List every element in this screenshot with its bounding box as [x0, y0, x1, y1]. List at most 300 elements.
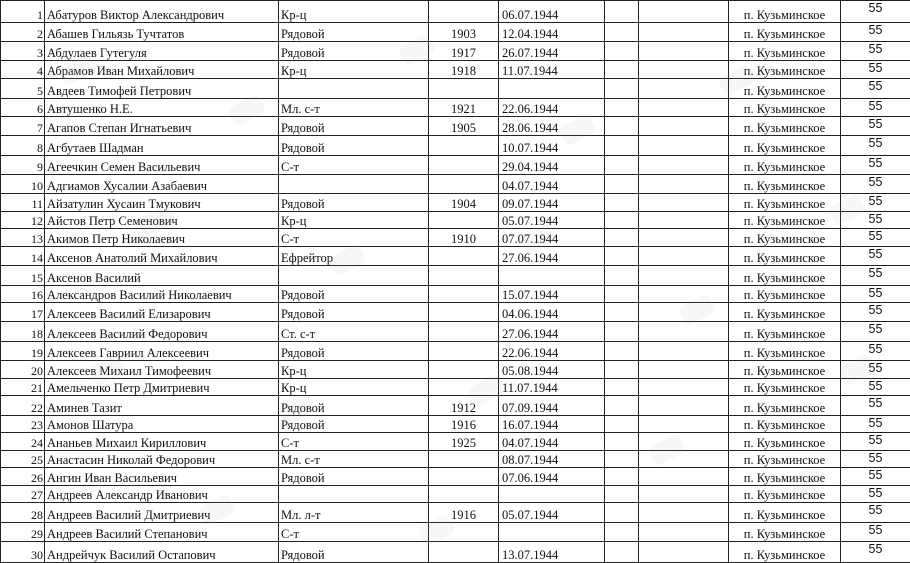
- row-number: 20: [1, 361, 45, 378]
- birth-year: [429, 266, 499, 286]
- birth-year: [429, 341, 499, 361]
- row-number: 1: [1, 1, 45, 23]
- birth-year: 1905: [429, 117, 499, 136]
- full-name: Алексеев Василий Елизарович: [45, 303, 279, 322]
- military-rank: С-т: [279, 433, 429, 450]
- empty-cell: [639, 378, 729, 395]
- table-row: [1, 79, 910, 99]
- region-code: 55: [841, 60, 910, 79]
- table-row: [1, 98, 910, 117]
- military-rank: Рядовой: [279, 542, 429, 563]
- date-of-death: 10.07.1944: [499, 135, 605, 156]
- empty-cell: [605, 266, 639, 286]
- full-name: Агеечкин Семен Васильевич: [45, 156, 279, 175]
- table-row: [1, 194, 910, 211]
- date-of-death: 28.06.1944: [499, 117, 605, 136]
- burial-place: п. Кузьминское: [729, 450, 841, 467]
- military-rank: Рядовой: [279, 285, 429, 302]
- table-row: [1, 60, 910, 79]
- military-rank: Рядовой: [279, 303, 429, 322]
- burial-place: п. Кузьминское: [729, 42, 841, 61]
- full-name: Абрамов Иван Михайлович: [45, 60, 279, 79]
- row-number: 3: [1, 42, 45, 61]
- empty-cell: [605, 433, 639, 450]
- region-code: 55: [841, 378, 910, 395]
- birth-year: [429, 321, 499, 341]
- row-number: 7: [1, 117, 45, 136]
- region-code: 55: [841, 98, 910, 117]
- full-name: Алексеев Гавриил Алексеевич: [45, 341, 279, 361]
- table-row: [1, 211, 910, 228]
- empty-cell: [605, 303, 639, 322]
- region-code: 55: [841, 485, 910, 502]
- row-number: 5: [1, 79, 45, 99]
- row-number: 11: [1, 194, 45, 211]
- burial-place: п. Кузьминское: [729, 156, 841, 175]
- row-number: 13: [1, 229, 45, 246]
- empty-cell: [639, 303, 729, 322]
- burial-place: п. Кузьминское: [729, 485, 841, 502]
- birth-year: 1904: [429, 194, 499, 211]
- table-row: [1, 378, 910, 395]
- row-number: 30: [1, 542, 45, 563]
- empty-cell: [605, 60, 639, 79]
- empty-cell: [605, 135, 639, 156]
- row-number: 22: [1, 396, 45, 416]
- birth-year: [429, 246, 499, 266]
- row-number: 25: [1, 450, 45, 467]
- region-code: 55: [841, 502, 910, 522]
- region-code: 55: [841, 79, 910, 99]
- empty-cell: [639, 174, 729, 194]
- row-number: 27: [1, 485, 45, 502]
- military-rank: [279, 79, 429, 99]
- empty-cell: [639, 156, 729, 175]
- burial-place: п. Кузьминское: [729, 266, 841, 286]
- military-rank: Мл. с-т: [279, 450, 429, 467]
- military-rank: Кр-ц: [279, 378, 429, 395]
- region-code: 55: [841, 415, 910, 432]
- region-code: 55: [841, 42, 910, 61]
- empty-cell: [639, 22, 729, 42]
- burial-place: п. Кузьминское: [729, 98, 841, 117]
- empty-cell: [639, 229, 729, 246]
- row-number: 15: [1, 266, 45, 286]
- full-name: Аминев Тазит: [45, 396, 279, 416]
- empty-cell: [605, 194, 639, 211]
- birth-year: 1916: [429, 502, 499, 522]
- empty-cell: [605, 502, 639, 522]
- birth-year: [429, 303, 499, 322]
- burial-place: п. Кузьминское: [729, 396, 841, 416]
- empty-cell: [605, 246, 639, 266]
- empty-cell: [639, 117, 729, 136]
- military-rank: С-т: [279, 229, 429, 246]
- empty-cell: [605, 485, 639, 502]
- burial-place: п. Кузьминское: [729, 502, 841, 522]
- region-code: 55: [841, 194, 910, 211]
- burial-place: п. Кузьминское: [729, 22, 841, 42]
- empty-cell: [639, 98, 729, 117]
- date-of-death: 27.06.1944: [499, 246, 605, 266]
- date-of-death: 11.07.1944: [499, 60, 605, 79]
- table-row: [1, 117, 910, 136]
- empty-cell: [639, 285, 729, 302]
- full-name: Ангин Иван Васильевич: [45, 468, 279, 485]
- birth-year: [429, 485, 499, 502]
- full-name: Авдеев Тимофей Петрович: [45, 79, 279, 99]
- table-row: [1, 42, 910, 61]
- military-rank: Кр-ц: [279, 1, 429, 23]
- table-row: [1, 485, 910, 502]
- region-code: 55: [841, 285, 910, 302]
- region-code: 55: [841, 211, 910, 228]
- region-code: 55: [841, 341, 910, 361]
- burial-place: п. Кузьминское: [729, 246, 841, 266]
- burial-place: п. Кузьминское: [729, 135, 841, 156]
- date-of-death: 27.06.1944: [499, 321, 605, 341]
- table-row: [1, 266, 910, 286]
- empty-cell: [605, 450, 639, 467]
- row-number: 21: [1, 378, 45, 395]
- military-rank: С-т: [279, 522, 429, 542]
- military-rank: Рядовой: [279, 42, 429, 61]
- row-number: 2: [1, 22, 45, 42]
- burial-place: п. Кузьминское: [729, 79, 841, 99]
- empty-cell: [639, 266, 729, 286]
- birth-year: [429, 522, 499, 542]
- full-name: Айстов Петр Семенович: [45, 211, 279, 228]
- table-row: [1, 285, 910, 302]
- full-name: Абдулаев Гутегуля: [45, 42, 279, 61]
- date-of-death: 16.07.1944: [499, 415, 605, 432]
- empty-cell: [639, 1, 729, 23]
- row-number: 12: [1, 211, 45, 228]
- row-number: 28: [1, 502, 45, 522]
- region-code: 55: [841, 22, 910, 42]
- military-rank: Рядовой: [279, 117, 429, 136]
- region-code: 55: [841, 303, 910, 322]
- region-code: 55: [841, 396, 910, 416]
- date-of-death: [499, 485, 605, 502]
- burial-place: п. Кузьминское: [729, 542, 841, 563]
- burial-place: п. Кузьминское: [729, 211, 841, 228]
- full-name: Амельченко Петр Дмитриевич: [45, 378, 279, 395]
- full-name: Ананьев Михаил Кириллович: [45, 433, 279, 450]
- empty-cell: [639, 396, 729, 416]
- full-name: Акимов Петр Николаевич: [45, 229, 279, 246]
- burial-place: п. Кузьминское: [729, 303, 841, 322]
- date-of-death: 07.09.1944: [499, 396, 605, 416]
- date-of-death: 09.07.1944: [499, 194, 605, 211]
- birth-year: 1921: [429, 98, 499, 117]
- empty-cell: [639, 468, 729, 485]
- birth-year: [429, 542, 499, 563]
- birth-year: [429, 1, 499, 23]
- table-row: [1, 341, 910, 361]
- region-code: 55: [841, 117, 910, 136]
- date-of-death: 06.07.1944: [499, 1, 605, 23]
- empty-cell: [605, 229, 639, 246]
- region-code: 55: [841, 246, 910, 266]
- empty-cell: [605, 522, 639, 542]
- row-number: 10: [1, 174, 45, 194]
- full-name: Анастасин Николай Федорович: [45, 450, 279, 467]
- region-code: 55: [841, 361, 910, 378]
- full-name: Агбутаев Шадман: [45, 135, 279, 156]
- row-number: 4: [1, 60, 45, 79]
- full-name: Адгиамов Хусалии Азабаевич: [45, 174, 279, 194]
- burial-place: п. Кузьминское: [729, 522, 841, 542]
- burial-place: п. Кузьминское: [729, 60, 841, 79]
- full-name: Алексеев Михаил Тимофеевич: [45, 361, 279, 378]
- empty-cell: [605, 378, 639, 395]
- date-of-death: 15.07.1944: [499, 285, 605, 302]
- date-of-death: 26.07.1944: [499, 42, 605, 61]
- empty-cell: [639, 433, 729, 450]
- table-row: [1, 1, 910, 23]
- region-code: 55: [841, 1, 910, 23]
- burial-place: п. Кузьминское: [729, 433, 841, 450]
- date-of-death: 05.07.1944: [499, 502, 605, 522]
- full-name: Андреев Александр Иванович: [45, 485, 279, 502]
- birth-year: 1918: [429, 60, 499, 79]
- region-code: 55: [841, 468, 910, 485]
- table-row: [1, 246, 910, 266]
- date-of-death: 05.08.1944: [499, 361, 605, 378]
- empty-cell: [605, 79, 639, 99]
- row-number: 23: [1, 415, 45, 432]
- empty-cell: [639, 42, 729, 61]
- empty-cell: [639, 542, 729, 563]
- date-of-death: [499, 79, 605, 99]
- date-of-death: 04.07.1944: [499, 433, 605, 450]
- region-code: 55: [841, 433, 910, 450]
- military-rank: Рядовой: [279, 135, 429, 156]
- burial-place: п. Кузьминское: [729, 321, 841, 341]
- empty-cell: [639, 211, 729, 228]
- full-name: Аксенов Василий: [45, 266, 279, 286]
- birth-year: 1917: [429, 42, 499, 61]
- empty-cell: [639, 361, 729, 378]
- region-code: 55: [841, 266, 910, 286]
- row-number: 9: [1, 156, 45, 175]
- date-of-death: 08.07.1944: [499, 450, 605, 467]
- date-of-death: 22.06.1944: [499, 341, 605, 361]
- military-rank: [279, 485, 429, 502]
- date-of-death: [499, 522, 605, 542]
- row-number: 16: [1, 285, 45, 302]
- date-of-death: 07.07.1944: [499, 229, 605, 246]
- empty-cell: [639, 485, 729, 502]
- empty-cell: [639, 415, 729, 432]
- region-code: 55: [841, 229, 910, 246]
- empty-cell: [605, 396, 639, 416]
- row-number: 29: [1, 522, 45, 542]
- military-rank: Кр-ц: [279, 211, 429, 228]
- birth-year: [429, 211, 499, 228]
- military-rank: Кр-ц: [279, 361, 429, 378]
- full-name: Андрейчук Василий Остапович: [45, 542, 279, 563]
- row-number: 19: [1, 341, 45, 361]
- birth-year: 1910: [429, 229, 499, 246]
- full-name: Абашев Гильязь Тучтатов: [45, 22, 279, 42]
- burial-place: п. Кузьминское: [729, 415, 841, 432]
- table-row: [1, 135, 910, 156]
- table-row: [1, 522, 910, 542]
- date-of-death: 12.04.1944: [499, 22, 605, 42]
- military-rank: [279, 174, 429, 194]
- military-rank: Ст. с-т: [279, 321, 429, 341]
- burial-place: п. Кузьминское: [729, 229, 841, 246]
- burial-place: п. Кузьминское: [729, 174, 841, 194]
- empty-cell: [605, 542, 639, 563]
- full-name: Автушенко Н.Е.: [45, 98, 279, 117]
- date-of-death: 05.07.1944: [499, 211, 605, 228]
- empty-cell: [639, 502, 729, 522]
- military-rank: С-т: [279, 156, 429, 175]
- table-row: [1, 156, 910, 175]
- full-name: Андреев Василий Степанович: [45, 522, 279, 542]
- birth-year: [429, 361, 499, 378]
- full-name: Айзатулин Хусаин Тмукович: [45, 194, 279, 211]
- row-number: 17: [1, 303, 45, 322]
- region-code: 55: [841, 542, 910, 563]
- date-of-death: 13.07.1944: [499, 542, 605, 563]
- full-name: Абатуров Виктор Александрович: [45, 1, 279, 23]
- birth-year: [429, 468, 499, 485]
- military-rank: Рядовой: [279, 396, 429, 416]
- burial-place: п. Кузьминское: [729, 194, 841, 211]
- birth-year: [429, 378, 499, 395]
- military-rank: Рядовой: [279, 415, 429, 432]
- empty-cell: [639, 450, 729, 467]
- date-of-death: [499, 266, 605, 286]
- empty-cell: [639, 522, 729, 542]
- birth-year: [429, 174, 499, 194]
- row-number: 8: [1, 135, 45, 156]
- birth-year: 1903: [429, 22, 499, 42]
- burial-place: п. Кузьминское: [729, 117, 841, 136]
- empty-cell: [605, 285, 639, 302]
- region-code: 55: [841, 450, 910, 467]
- empty-cell: [605, 156, 639, 175]
- full-name: Амонов Шатура: [45, 415, 279, 432]
- military-rank: Мл. с-т: [279, 98, 429, 117]
- table-body: [1, 1, 910, 563]
- empty-cell: [639, 341, 729, 361]
- empty-cell: [605, 98, 639, 117]
- birth-year: [429, 285, 499, 302]
- table-row: [1, 433, 910, 450]
- table-row: [1, 542, 910, 563]
- empty-cell: [605, 361, 639, 378]
- table-row: [1, 303, 910, 322]
- region-code: 55: [841, 174, 910, 194]
- table-row: [1, 361, 910, 378]
- row-number: 6: [1, 98, 45, 117]
- date-of-death: 04.06.1944: [499, 303, 605, 322]
- region-code: 55: [841, 156, 910, 175]
- burial-place: п. Кузьминское: [729, 361, 841, 378]
- empty-cell: [639, 246, 729, 266]
- empty-cell: [639, 60, 729, 79]
- empty-cell: [639, 194, 729, 211]
- empty-cell: [639, 135, 729, 156]
- military-rank: Рядовой: [279, 194, 429, 211]
- burial-place: п. Кузьминское: [729, 468, 841, 485]
- burial-place: п. Кузьминское: [729, 341, 841, 361]
- burial-place: п. Кузьминское: [729, 1, 841, 23]
- military-rank: Кр-ц: [279, 60, 429, 79]
- empty-cell: [605, 321, 639, 341]
- table-row: [1, 396, 910, 416]
- empty-cell: [639, 321, 729, 341]
- military-rank: Рядовой: [279, 341, 429, 361]
- empty-cell: [605, 468, 639, 485]
- empty-cell: [639, 79, 729, 99]
- military-rank: Мл. л-т: [279, 502, 429, 522]
- row-number: 26: [1, 468, 45, 485]
- empty-cell: [605, 42, 639, 61]
- military-rank: Рядовой: [279, 22, 429, 42]
- row-number: 24: [1, 433, 45, 450]
- table-row: [1, 468, 910, 485]
- military-rank: [279, 266, 429, 286]
- empty-cell: [605, 174, 639, 194]
- region-code: 55: [841, 135, 910, 156]
- date-of-death: 04.07.1944: [499, 174, 605, 194]
- birth-year: [429, 135, 499, 156]
- birth-year: 1916: [429, 415, 499, 432]
- full-name: Александров Василий Николаевич: [45, 285, 279, 302]
- full-name: Андреев Василий Дмитриевич: [45, 502, 279, 522]
- date-of-death: 07.06.1944: [499, 468, 605, 485]
- burial-place: п. Кузьминское: [729, 285, 841, 302]
- military-rank: Рядовой: [279, 468, 429, 485]
- empty-cell: [605, 117, 639, 136]
- birth-year: [429, 156, 499, 175]
- table-row: [1, 415, 910, 432]
- table-row: [1, 229, 910, 246]
- empty-cell: [605, 341, 639, 361]
- table-row: [1, 22, 910, 42]
- full-name: Аксенов Анатолий Михайлович: [45, 246, 279, 266]
- burial-place: п. Кузьминское: [729, 378, 841, 395]
- birth-year: [429, 79, 499, 99]
- date-of-death: 22.06.1944: [499, 98, 605, 117]
- row-number: 18: [1, 321, 45, 341]
- empty-cell: [605, 211, 639, 228]
- table-row: [1, 174, 910, 194]
- full-name: Агапов Степан Игнатьевич: [45, 117, 279, 136]
- row-number: 14: [1, 246, 45, 266]
- table-row: [1, 450, 910, 467]
- table-row: [1, 502, 910, 522]
- table-row: [1, 321, 910, 341]
- military-rank: Ефрейтор: [279, 246, 429, 266]
- region-code: 55: [841, 522, 910, 542]
- empty-cell: [605, 415, 639, 432]
- region-code: 55: [841, 321, 910, 341]
- date-of-death: 11.07.1944: [499, 378, 605, 395]
- full-name: Алексеев Василий Федорович: [45, 321, 279, 341]
- birth-year: 1925: [429, 433, 499, 450]
- birth-year: 1912: [429, 396, 499, 416]
- empty-cell: [605, 1, 639, 23]
- birth-year: [429, 450, 499, 467]
- empty-cell: [605, 22, 639, 42]
